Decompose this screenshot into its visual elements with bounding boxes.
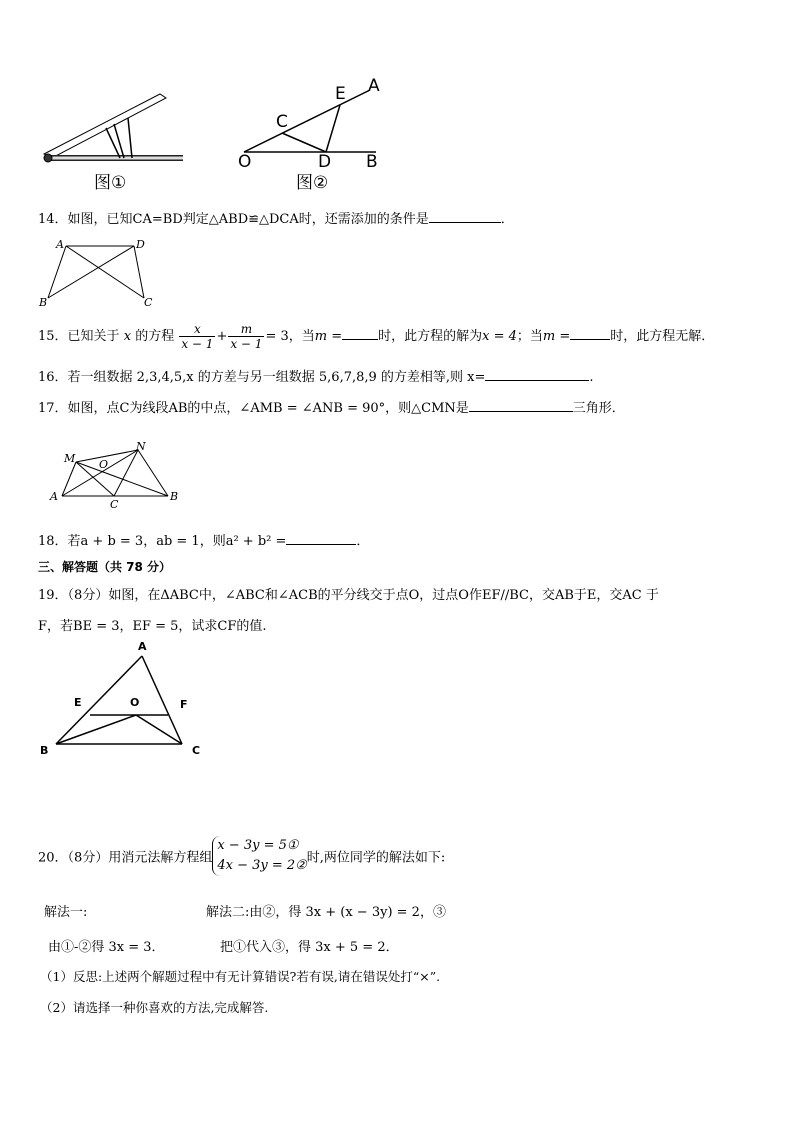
q18-text: 若a + b = 3，ab = 1，则a² + b² = (67, 534, 287, 549)
frac-den: x − 1 (230, 337, 263, 351)
q15-m1: m = (314, 329, 343, 344)
q14-blank (429, 209, 501, 223)
q20-solution1-step: 由①-②得 3x = 3． (48, 940, 165, 955)
q20-eq1: x − 3y = 5① (217, 838, 299, 853)
frac-num: m (228, 322, 264, 337)
q20-tail: 时,两位同学的解法如下: (306, 850, 446, 866)
q17-N: N (136, 440, 146, 453)
q19-E: E (74, 696, 82, 709)
q17-text: 如图，点C为线段AB的中点，∠AMB = ∠ANB = 90°，则△CMN是 (67, 401, 469, 416)
question-19-line1: 19．（8分）如图，在ΔABC中，∠ABC和∠ACB的平分线交于点O，过点O作EF//BC，交AB于E，交AC 于 (38, 588, 659, 603)
q16-blank (485, 367, 589, 381)
question-15 (38, 320, 714, 354)
q19-F: F (180, 698, 188, 711)
question-14 (38, 208, 514, 227)
q20-solution1-title: 解法一: (44, 905, 88, 920)
q15-number: 15． (38, 329, 68, 344)
q14-number: 14． (38, 212, 68, 227)
point-O: O (238, 152, 252, 172)
q15-var: x (123, 329, 132, 344)
label-fig2: 图② (296, 173, 329, 193)
q20-solution2-title: 解法二:由②，得 3x + (x − 3y) = 2，③ (206, 905, 446, 920)
q17-A: A (50, 490, 58, 503)
frac-den: x − 1 (181, 337, 214, 351)
q17-M: M (64, 452, 76, 465)
q20-lead: 20．（8分）用消元法解方程组 (38, 850, 213, 866)
point-E: E (335, 84, 346, 104)
question-18 (38, 530, 369, 549)
q15-m2: m = (542, 329, 571, 344)
question-19-line2: F，若BE = 3，EF = 5，试求CF的值. (38, 619, 267, 634)
q15-sol: x = 4 (482, 329, 517, 344)
q19-A: A (138, 640, 147, 653)
q14-D: D (136, 238, 145, 251)
point-C: C (276, 112, 288, 132)
q20-equation-system (212, 836, 306, 876)
figure-q19 (36, 640, 206, 764)
q17-end: 三角形． (572, 401, 625, 416)
q16-end: . (589, 370, 594, 385)
q15-part: 时，此方程无解． (610, 329, 715, 344)
question-16 (38, 366, 594, 385)
q14-B: B (39, 296, 48, 309)
q20-eq2: 4x − 3y = 2② (217, 858, 307, 873)
q18-blank (286, 531, 356, 545)
q16-text: 若一组数据 2,3,4,5,x 的方差与另一组数据 5,6,7,8,9 的方差相等,则 x= (67, 370, 486, 385)
q17-C: C (110, 498, 119, 511)
q14-end: ． (500, 212, 514, 227)
q15-part: 时，此方程的解为 (378, 329, 483, 344)
figure-q14 (36, 236, 166, 312)
q14-C: C (144, 296, 153, 309)
q17-B: B (170, 490, 179, 503)
question-20 (38, 836, 445, 876)
q14-A: A (56, 238, 64, 251)
q19-B: B (40, 744, 49, 757)
q19-C: C (192, 744, 201, 757)
question-17 (38, 397, 625, 416)
q17-blank (469, 398, 573, 412)
q15-part: ；当 (516, 329, 543, 344)
q14-text: 如图，已知CA=BD判定△ABD≌△DCA时，还需添加的条件是 (67, 212, 429, 227)
q15-part: 已知关于 (67, 329, 120, 344)
point-A: A (368, 76, 380, 96)
q15-blank-2 (570, 326, 610, 340)
q15-plus: + (216, 329, 228, 344)
point-D: D (318, 152, 332, 172)
q20-part2: （2）请选择一种你喜欢的方法,完成解答. (40, 1000, 269, 1015)
q17-number: 17． (38, 401, 68, 416)
q18-number: 18． (38, 534, 68, 549)
q20-solution2-step: 把①代入③，得 3x + 5 = 2． (220, 940, 399, 955)
section-3-title: 三、解答题（共 78 分） (38, 560, 172, 574)
q18-end: ． (356, 534, 370, 549)
q15-blank-1 (342, 326, 378, 340)
q15-fraction-1 (179, 322, 215, 351)
figure-top (38, 72, 398, 192)
q16-number: 16． (38, 370, 68, 385)
frac-num: x (179, 322, 215, 337)
label-fig1: 图① (94, 173, 127, 193)
q15-eq: = 3，当 (265, 329, 315, 344)
q15-fraction-2 (228, 322, 264, 351)
point-B: B (366, 152, 378, 172)
q15-part: 的方程 (135, 329, 175, 344)
q17-O: O (99, 458, 109, 471)
q19-O: O (130, 696, 140, 709)
q20-part1: （1）反思:上述两个解题过程中有无计算错误?若有误,请在错误处打“×”. (40, 969, 441, 984)
figure-q17 (44, 440, 184, 512)
